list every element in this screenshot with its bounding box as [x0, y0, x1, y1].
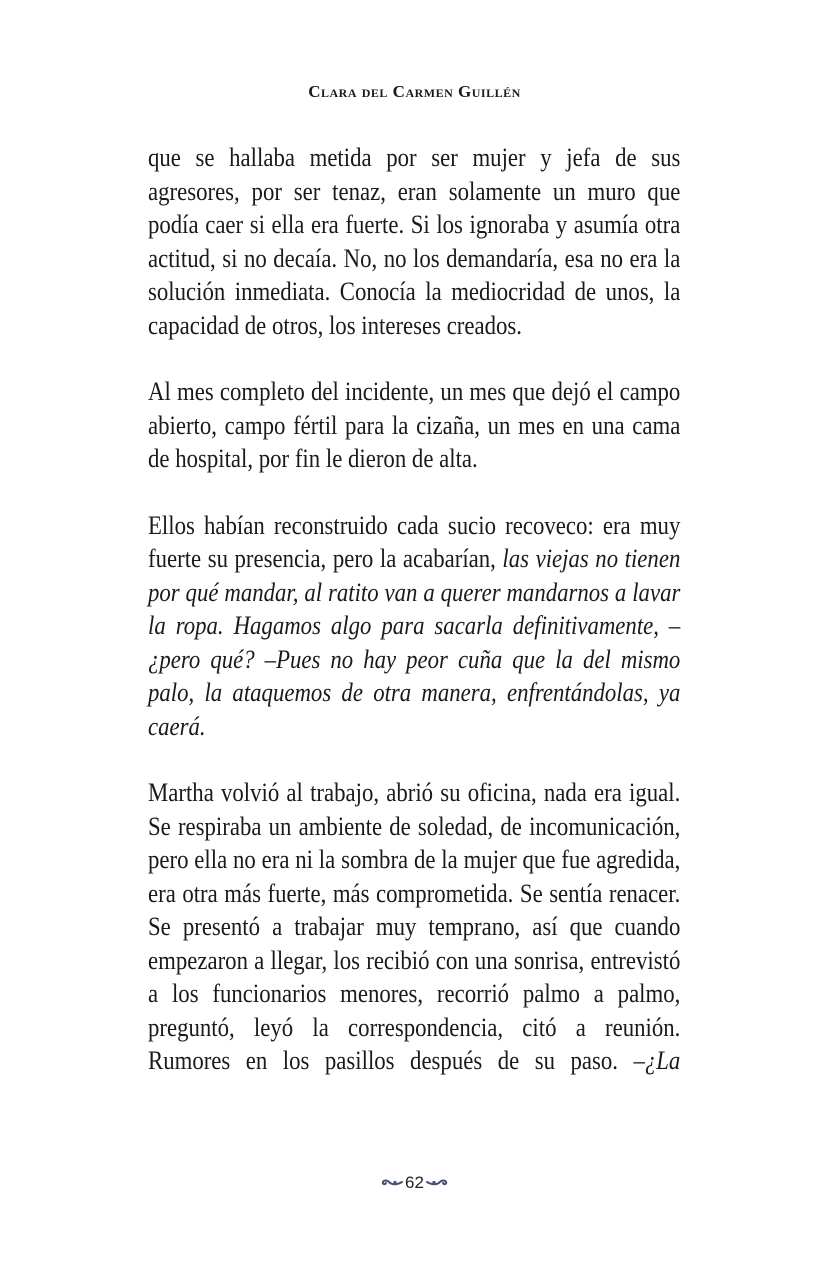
paragraph-4 [148, 776, 680, 1078]
paragraph-3 [148, 509, 680, 744]
paragraph-1: que se hallaba metida por ser mujer y jefa de sus agresores, por ser tenaz, eran solamente un muro que podía caer si ella era fuerte. Si los ignoraba y asumía otra actitud, si no decaía. No, no los demandaría, esa no era la solución inmediata. Conocía la mediocridad de unos, la capacidad de otros, los intereses creados. [148, 142, 681, 340]
page-number: 62 [405, 1172, 424, 1192]
paragraph-3-italic: las viejas no tienen por qué mandar, al ratito van a querer mandarnos a lavar la ropa. Hagamos algo para sacarla definitivamente, –¿pero qué? –Pues no hay peor cuña que la del mismo palo, la ataquemos de otra manera, enfrentándolas, ya caerá. [148, 543, 681, 741]
paragraph-2: Al mes completo del incidente, un mes que dejó el campo abierto, campo fértil para la cizaña, un mes en una cama de hospital, por fin le dieron de alta. [148, 376, 681, 473]
running-header: Clara del Carmen Guillén [308, 82, 521, 101]
page-footer [0, 1172, 829, 1193]
flourish-left-icon [381, 1173, 403, 1193]
paragraph-4-italic: –¿La [633, 1045, 681, 1075]
paragraph-4-roman: Martha volvió al trabajo, abrió su oficina, nada era igual. Se respiraba un ambiente de soledad, de incomunicación, pero ella no era ni la sombra de la mujer que fue agredida, era otra más fuerte, más comprometida. Se sentía renacer. Se presentó a trabajar muy temprano, así que cuando empezaron a llegar, los recibió con una sonrisa, entrevistó a los funcionarios menores, recorrió palmo a palmo, preguntó, leyó la correspondencia, citó a reunión. Rumores en los pasillos después de su paso. [148, 777, 681, 1075]
flourish-right-icon [426, 1173, 448, 1193]
body-text [148, 141, 680, 1078]
paragraph-3-roman: Ellos habían reconstruido cada sucio recoveco: era muy fuerte su presencia, pero la acabarían, [148, 509, 681, 573]
